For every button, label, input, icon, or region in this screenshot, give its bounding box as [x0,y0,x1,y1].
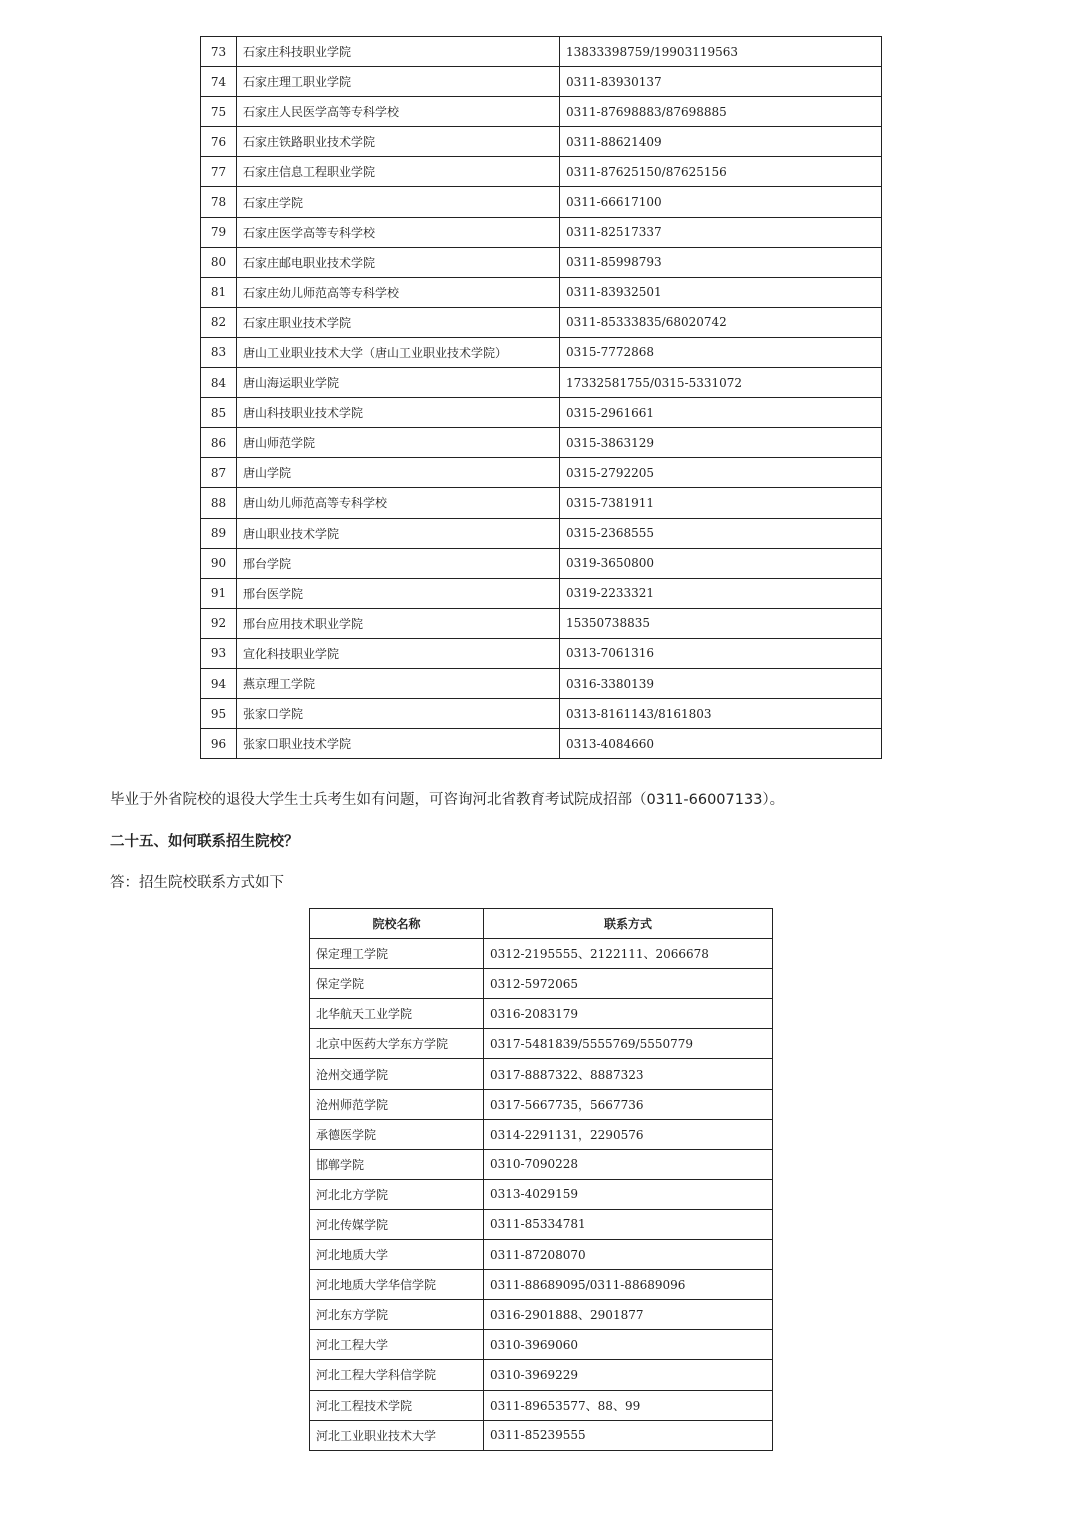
table-row [201,699,882,729]
college-name: 河北工程大学 [310,1330,484,1360]
row-number: 92 [201,608,237,638]
college-name: 北华航天工业学院 [310,999,484,1029]
college-name: 石家庄医学高等专科学校 [237,217,560,247]
college-name: 石家庄理工职业学院 [237,67,560,97]
table-row [201,428,882,458]
college-name: 邢台学院 [237,548,560,578]
college-name: 保定理工学院 [310,939,484,969]
table-row [310,1089,773,1119]
college-name: 石家庄学院 [237,187,560,217]
college-name: 唐山幼儿师范高等专科学校 [237,488,560,518]
phone-number: 0315-2792205 [560,458,882,488]
phone-number: 0311-87698883/87698885 [560,97,882,127]
phone-number: 0314-2291131，2290576 [484,1119,773,1149]
phone-number: 0312-5972065 [484,969,773,999]
table-row [201,307,882,337]
table-row [201,217,882,247]
phone-number: 0310-7090228 [484,1149,773,1179]
table-row [310,1179,773,1209]
table-row [310,1029,773,1059]
row-number: 88 [201,488,237,518]
phone-number: 0311-85333835/68020742 [560,307,882,337]
phone-number: 0316-2901888、2901877 [484,1300,773,1330]
phone-number: 0311-85998793 [560,247,882,277]
table-row [201,608,882,638]
row-number: 91 [201,578,237,608]
college-name: 唐山工业职业技术大学（唐山工业职业技术学院） [237,337,560,367]
phone-number: 0311-89653577、88、99 [484,1390,773,1420]
college-name: 邯郸学院 [310,1149,484,1179]
table-row [310,1420,773,1450]
row-number: 74 [201,67,237,97]
header-row [310,909,773,939]
row-number: 84 [201,368,237,398]
phone-number: 0317-5481839/5555769/5550779 [484,1029,773,1059]
college-name: 承德医学院 [310,1119,484,1149]
phone-number: 0317-8887322、8887323 [484,1059,773,1089]
row-number: 83 [201,337,237,367]
college-name: 沧州师范学院 [310,1089,484,1119]
phone-number: 13833398759/19903119563 [560,37,882,67]
table-row [310,939,773,969]
college-contacts-table-continued [200,36,882,759]
college-name: 河北工程大学科信学院 [310,1360,484,1390]
table-row [201,398,882,428]
college-name: 北京中医药大学东方学院 [310,1029,484,1059]
phone-number: 0313-7061316 [560,638,882,668]
row-number: 90 [201,548,237,578]
row-number: 89 [201,518,237,548]
phone-number: 0310-3969060 [484,1330,773,1360]
college-name: 河北地质大学 [310,1240,484,1270]
table-row [201,638,882,668]
table-row [310,1270,773,1300]
table-row [201,368,882,398]
phone-number: 0313-4029159 [484,1179,773,1209]
table-header [310,909,773,939]
phone-number: 0315-2961661 [560,398,882,428]
table-row [201,488,882,518]
college-name: 河北东方学院 [310,1300,484,1330]
table-row [201,518,882,548]
table-row [201,277,882,307]
answer-text: 答：招生院校联系方式如下 [110,875,284,891]
phone-number: 0312-2195555、2122111、2066678 [484,939,773,969]
phone-number: 0313-4084660 [560,729,882,759]
table-row [201,337,882,367]
phone-number: 0316-3380139 [560,668,882,698]
row-number: 85 [201,398,237,428]
table-row [201,458,882,488]
college-name: 燕京理工学院 [237,668,560,698]
table-row [201,668,882,698]
college-name: 河北工程技术学院 [310,1390,484,1420]
table-row [310,1119,773,1149]
inquiry-note: 毕业于外省院校的退役大学生士兵考生如有问题，可咨询河北省教育考试院成招部（0311-66007133）。 [110,792,785,808]
row-number: 96 [201,729,237,759]
table-row [201,729,882,759]
phone-number: 0315-2368555 [560,518,882,548]
column-header-contact: 联系方式 [484,909,773,939]
phone-number: 0311-83930137 [560,67,882,97]
phone-number: 0311-83932501 [560,277,882,307]
phone-number: 0315-7381911 [560,488,882,518]
college-name: 唐山海运职业学院 [237,368,560,398]
section-heading: 二十五、如何联系招生院校？ [110,834,299,850]
table-row [310,1240,773,1270]
college-name: 河北工业职业技术大学 [310,1420,484,1450]
college-name: 张家口职业技术学院 [237,729,560,759]
table-row [201,67,882,97]
table-row [310,1149,773,1179]
college-name: 邢台应用技术职业学院 [237,608,560,638]
phone-number: 0311-88689095/0311-88689096 [484,1270,773,1300]
phone-number: 17332581755/0315-5331072 [560,368,882,398]
table-body [310,939,773,1451]
table-row [310,1209,773,1239]
phone-number: 0317-5667735，5667736 [484,1089,773,1119]
row-number: 77 [201,157,237,187]
phone-number: 0311-85239555 [484,1420,773,1450]
college-name: 唐山师范学院 [237,428,560,458]
row-number: 75 [201,97,237,127]
row-number: 81 [201,277,237,307]
row-number: 78 [201,187,237,217]
college-name: 保定学院 [310,969,484,999]
row-number: 73 [201,37,237,67]
table-row [310,1059,773,1089]
table-row [310,1360,773,1390]
college-name: 河北传媒学院 [310,1209,484,1239]
row-number: 79 [201,217,237,247]
college-name: 张家口学院 [237,699,560,729]
table-row [201,37,882,67]
college-name: 河北北方学院 [310,1179,484,1209]
college-name: 石家庄邮电职业技术学院 [237,247,560,277]
row-number: 82 [201,307,237,337]
phone-number: 0311-82517337 [560,217,882,247]
phone-number: 0319-2233321 [560,578,882,608]
phone-number: 0316-2083179 [484,999,773,1029]
phone-number: 0310-3969229 [484,1360,773,1390]
phone-number: 0313-8161143/8161803 [560,699,882,729]
row-number: 86 [201,428,237,458]
phone-number: 0311-66617100 [560,187,882,217]
college-name: 河北地质大学华信学院 [310,1270,484,1300]
phone-number: 0311-85334781 [484,1209,773,1239]
phone-number: 15350738835 [560,608,882,638]
college-name: 邢台医学院 [237,578,560,608]
row-number: 94 [201,668,237,698]
phone-number: 0319-3650800 [560,548,882,578]
table-row [201,187,882,217]
column-header-college: 院校名称 [310,909,484,939]
phone-number: 0315-7772868 [560,337,882,367]
table-row [201,247,882,277]
table-row [201,127,882,157]
table-row [201,578,882,608]
college-name: 唐山职业技术学院 [237,518,560,548]
row-number: 95 [201,699,237,729]
college-name: 石家庄科技职业学院 [237,37,560,67]
table-row [310,1300,773,1330]
phone-number: 0311-87625150/87625156 [560,157,882,187]
row-number: 93 [201,638,237,668]
row-number: 87 [201,458,237,488]
phone-number: 0311-88621409 [560,127,882,157]
table-row [310,969,773,999]
table-row [201,548,882,578]
row-number: 76 [201,127,237,157]
college-name: 石家庄人民医学高等专科学校 [237,97,560,127]
college-name: 石家庄职业技术学院 [237,307,560,337]
college-name: 石家庄幼儿师范高等专科学校 [237,277,560,307]
college-name: 宣化科技职业学院 [237,638,560,668]
table-row [310,1390,773,1420]
phone-number: 0315-3863129 [560,428,882,458]
college-name: 沧州交通学院 [310,1059,484,1089]
college-name: 唐山科技职业技术学院 [237,398,560,428]
admission-contacts-table [309,908,773,1451]
phone-number: 0311-87208070 [484,1240,773,1270]
row-number: 80 [201,247,237,277]
college-name: 唐山学院 [237,458,560,488]
table-row [310,1330,773,1360]
college-name: 石家庄信息工程职业学院 [237,157,560,187]
college-name: 石家庄铁路职业技术学院 [237,127,560,157]
table-row [310,999,773,1029]
table-body [201,37,882,759]
table-row [201,97,882,127]
table-row [201,157,882,187]
